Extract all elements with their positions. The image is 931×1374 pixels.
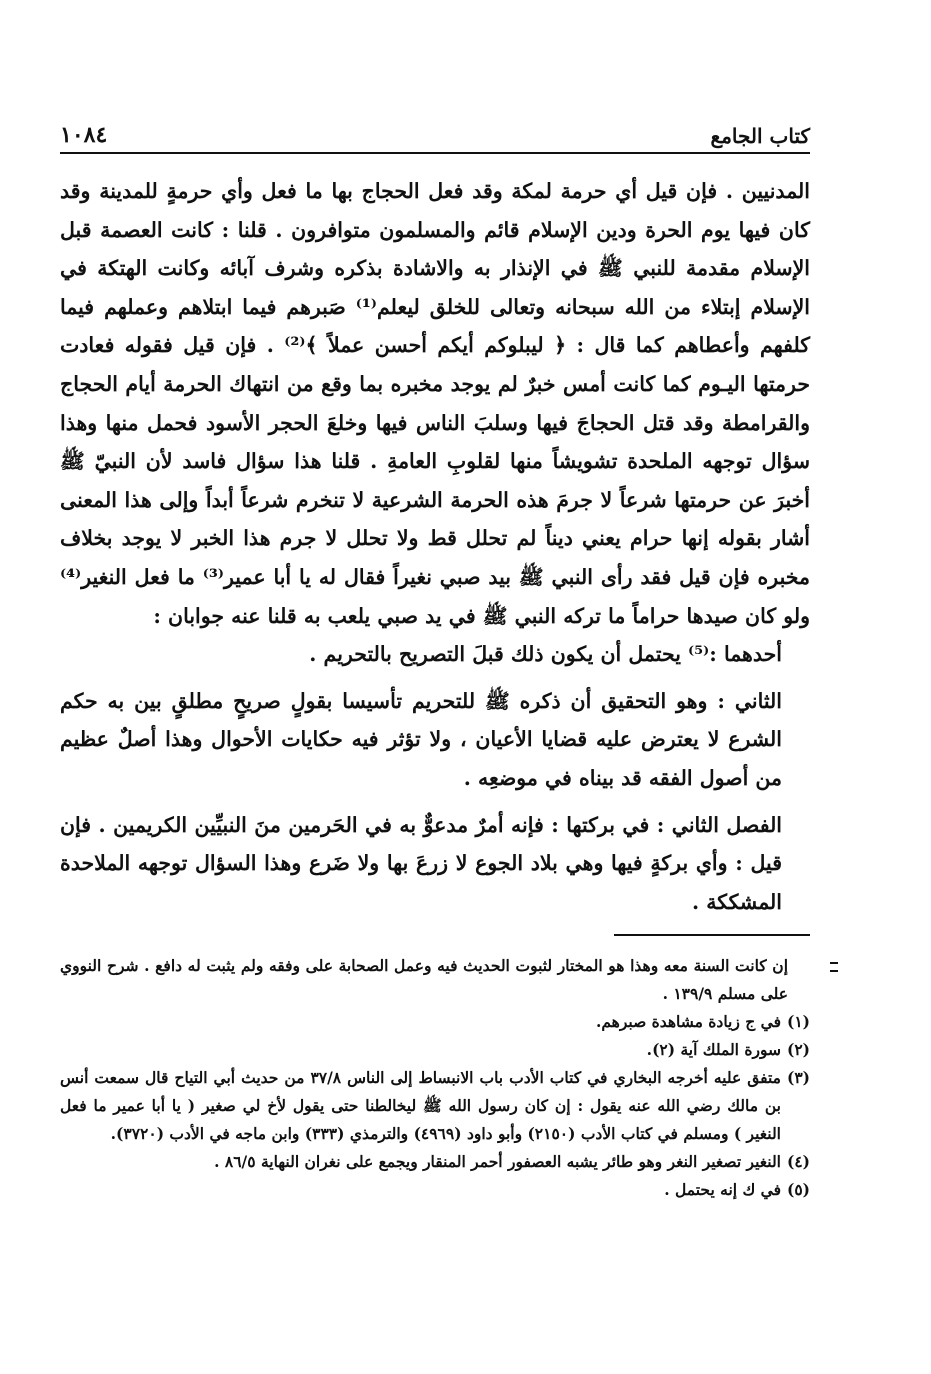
answer-2	[60, 682, 810, 798]
answer-1-label: أحدهما	[723, 642, 782, 667]
answer-1-text: :⁽⁵⁾ يحتمل أن يكون ذلك قبلَ التصريح بالتحريم .	[309, 642, 717, 667]
book-title: كتاب الجامع	[710, 124, 810, 148]
footnote-number: (٢)	[786, 1040, 810, 1059]
answer-2-label: الثاني	[734, 688, 782, 713]
footnote-text: في ج زيادة مشاهدة صبرهم.	[595, 1012, 781, 1031]
footnote-5	[60, 1176, 810, 1204]
footnote-1	[60, 1008, 810, 1036]
footnotes	[60, 952, 810, 1204]
footnote-text: متفق عليه أخرجه البخاري في كتاب الأدب باب الانبساط إلى الناس ٣٧/٨ من حديث أبي التياح قال سمعت أنس بن مالك رضي الله عنه يقول : إن كان رسول الله ﷺ ليخالطنا حتى يقول لأخ لي صغير ( يا أبا عمير ما فعل النغير ) ومسلم في كتاب الأدب (٢١٥٠) وأبو داود (٤٩٦٩) والترمذي (٣٣٣) وابن ماجه في الأدب (٣٧٢٠).	[60, 1068, 781, 1143]
paragraph-1: المدنيين . فإن قيل أي حرمة لمكة وقد فعل الحجاج بها ما فعل وأي حرمةٍ للمدينة وقد كان فيها يوم الحرة ودين الإسلام قائم والمسلمون متوافرون . قلنا : كانت العصمة قبل الإسلام مقدمة للنبي ﷺ في الإنذار به والاشادة بذكره وشرف آبائه وكانت الهتكة في الإسلام إبتلاء من الله سبحانه وتعالى للخلق ليعلم⁽¹⁾ صَبرهم فيما ابتلاهم وعملهم فيما كلفهم وأعطاهم كما قال : ﴿ ليبلوكم أيكم أحسن عملاً ﴾⁽²⁾ . فإن قيل فقوله فعادت حرمتها اليـوم كما كانت أمس خبرٌ لم يوجد مخبره بما وقع من انتهاك الحرمة أيام الحجاج والقرامطة وقد قتل الحجاجَ فيها وسلبَ الناس فيها وخلعَ الحجر الأسود فحمل منها وهذا سؤال توجهه الملحدة تشويشاً منها لقلوبِ العامةِ . قلنا هذا سؤال فاسد لأن النبيّ ﷺ أخبرَ عن حرمتها شرعاً لا جرمَ هذه الحرمة الشرعية لا تنخرم شرعاً أبداً وإلى هذا المعنى أشار بقوله إنها حرام يعني ديناً لم تحلل قط ولا تحلل لا جرم هذا الخبر لا يوجد بخلاف مخبره فإن قيل فقد رأى النبي ﷺ بيد صبي نغيراً فقال له يا أبا عمير⁽³⁾ ما فعل النغير⁽⁴⁾ ولو كان صيدها حراماً ما تركه النبي ﷺ في يد صبي يلعب به قلنا عنه جوابان :	[60, 179, 810, 628]
footnote-number: (١)	[786, 1012, 810, 1031]
footnote-4	[60, 1148, 810, 1176]
answer-1	[60, 635, 810, 674]
footnote-continuation: إن كانت السنة معه وهذا هو المختار لثبوت الحديث فيه وعمل الصحابة على وفقه ولم يثبت له دافع . شرح النووي على مسلم ١٣٩/٩ .	[60, 956, 788, 1003]
footnote-2	[60, 1036, 810, 1064]
answer-2-text: : وهو التحقيق أن ذكره ﷺ للتحريم تأسيسا بقولٍ صريحٍ مطلقٍ بين به حكم الشرع لا يعترض عليه قضايا الأعيان ، ولا تؤثر فيه حكايات الأحوال وهذا أصلٌ عظيم من أصول الفقه قد بيناه في موضعِه .	[60, 688, 782, 790]
main-text	[60, 172, 810, 921]
footnote-3	[60, 1064, 810, 1148]
footnote-number: (٤)	[786, 1152, 810, 1171]
continuation-mark	[830, 962, 838, 972]
section-two	[60, 806, 810, 922]
page-number: ١٠٨٤	[60, 122, 108, 148]
running-header	[60, 108, 810, 154]
footnote-text: النغير تصغير النغر وهو طائر يشبه العصفور أحمر المنقار ويجمع على نغران النهاية ٨٦/٥ .	[214, 1152, 781, 1171]
section-two-label: الفصل الثاني	[671, 812, 783, 837]
footnote-separator	[614, 934, 810, 936]
section-two-text: : في بركتها : فإنه أمرٌ مدعوٌّ به في الحَرمين منَ النبيِّين الكريمين . فإن قيل : وأي بركةٍ فيها وهي بلاد الجوع لا زرعَ بها ولا ضَرع وهذا السؤال توجهه الملاحدة المشككة .	[60, 812, 782, 914]
footnote-text: في ك إنه يحتمل .	[664, 1180, 781, 1199]
footnote-text: سورة الملك آية (٢).	[646, 1040, 781, 1059]
footnote-number: (٥)	[786, 1180, 810, 1199]
footnote-number: (٣)	[786, 1068, 810, 1087]
